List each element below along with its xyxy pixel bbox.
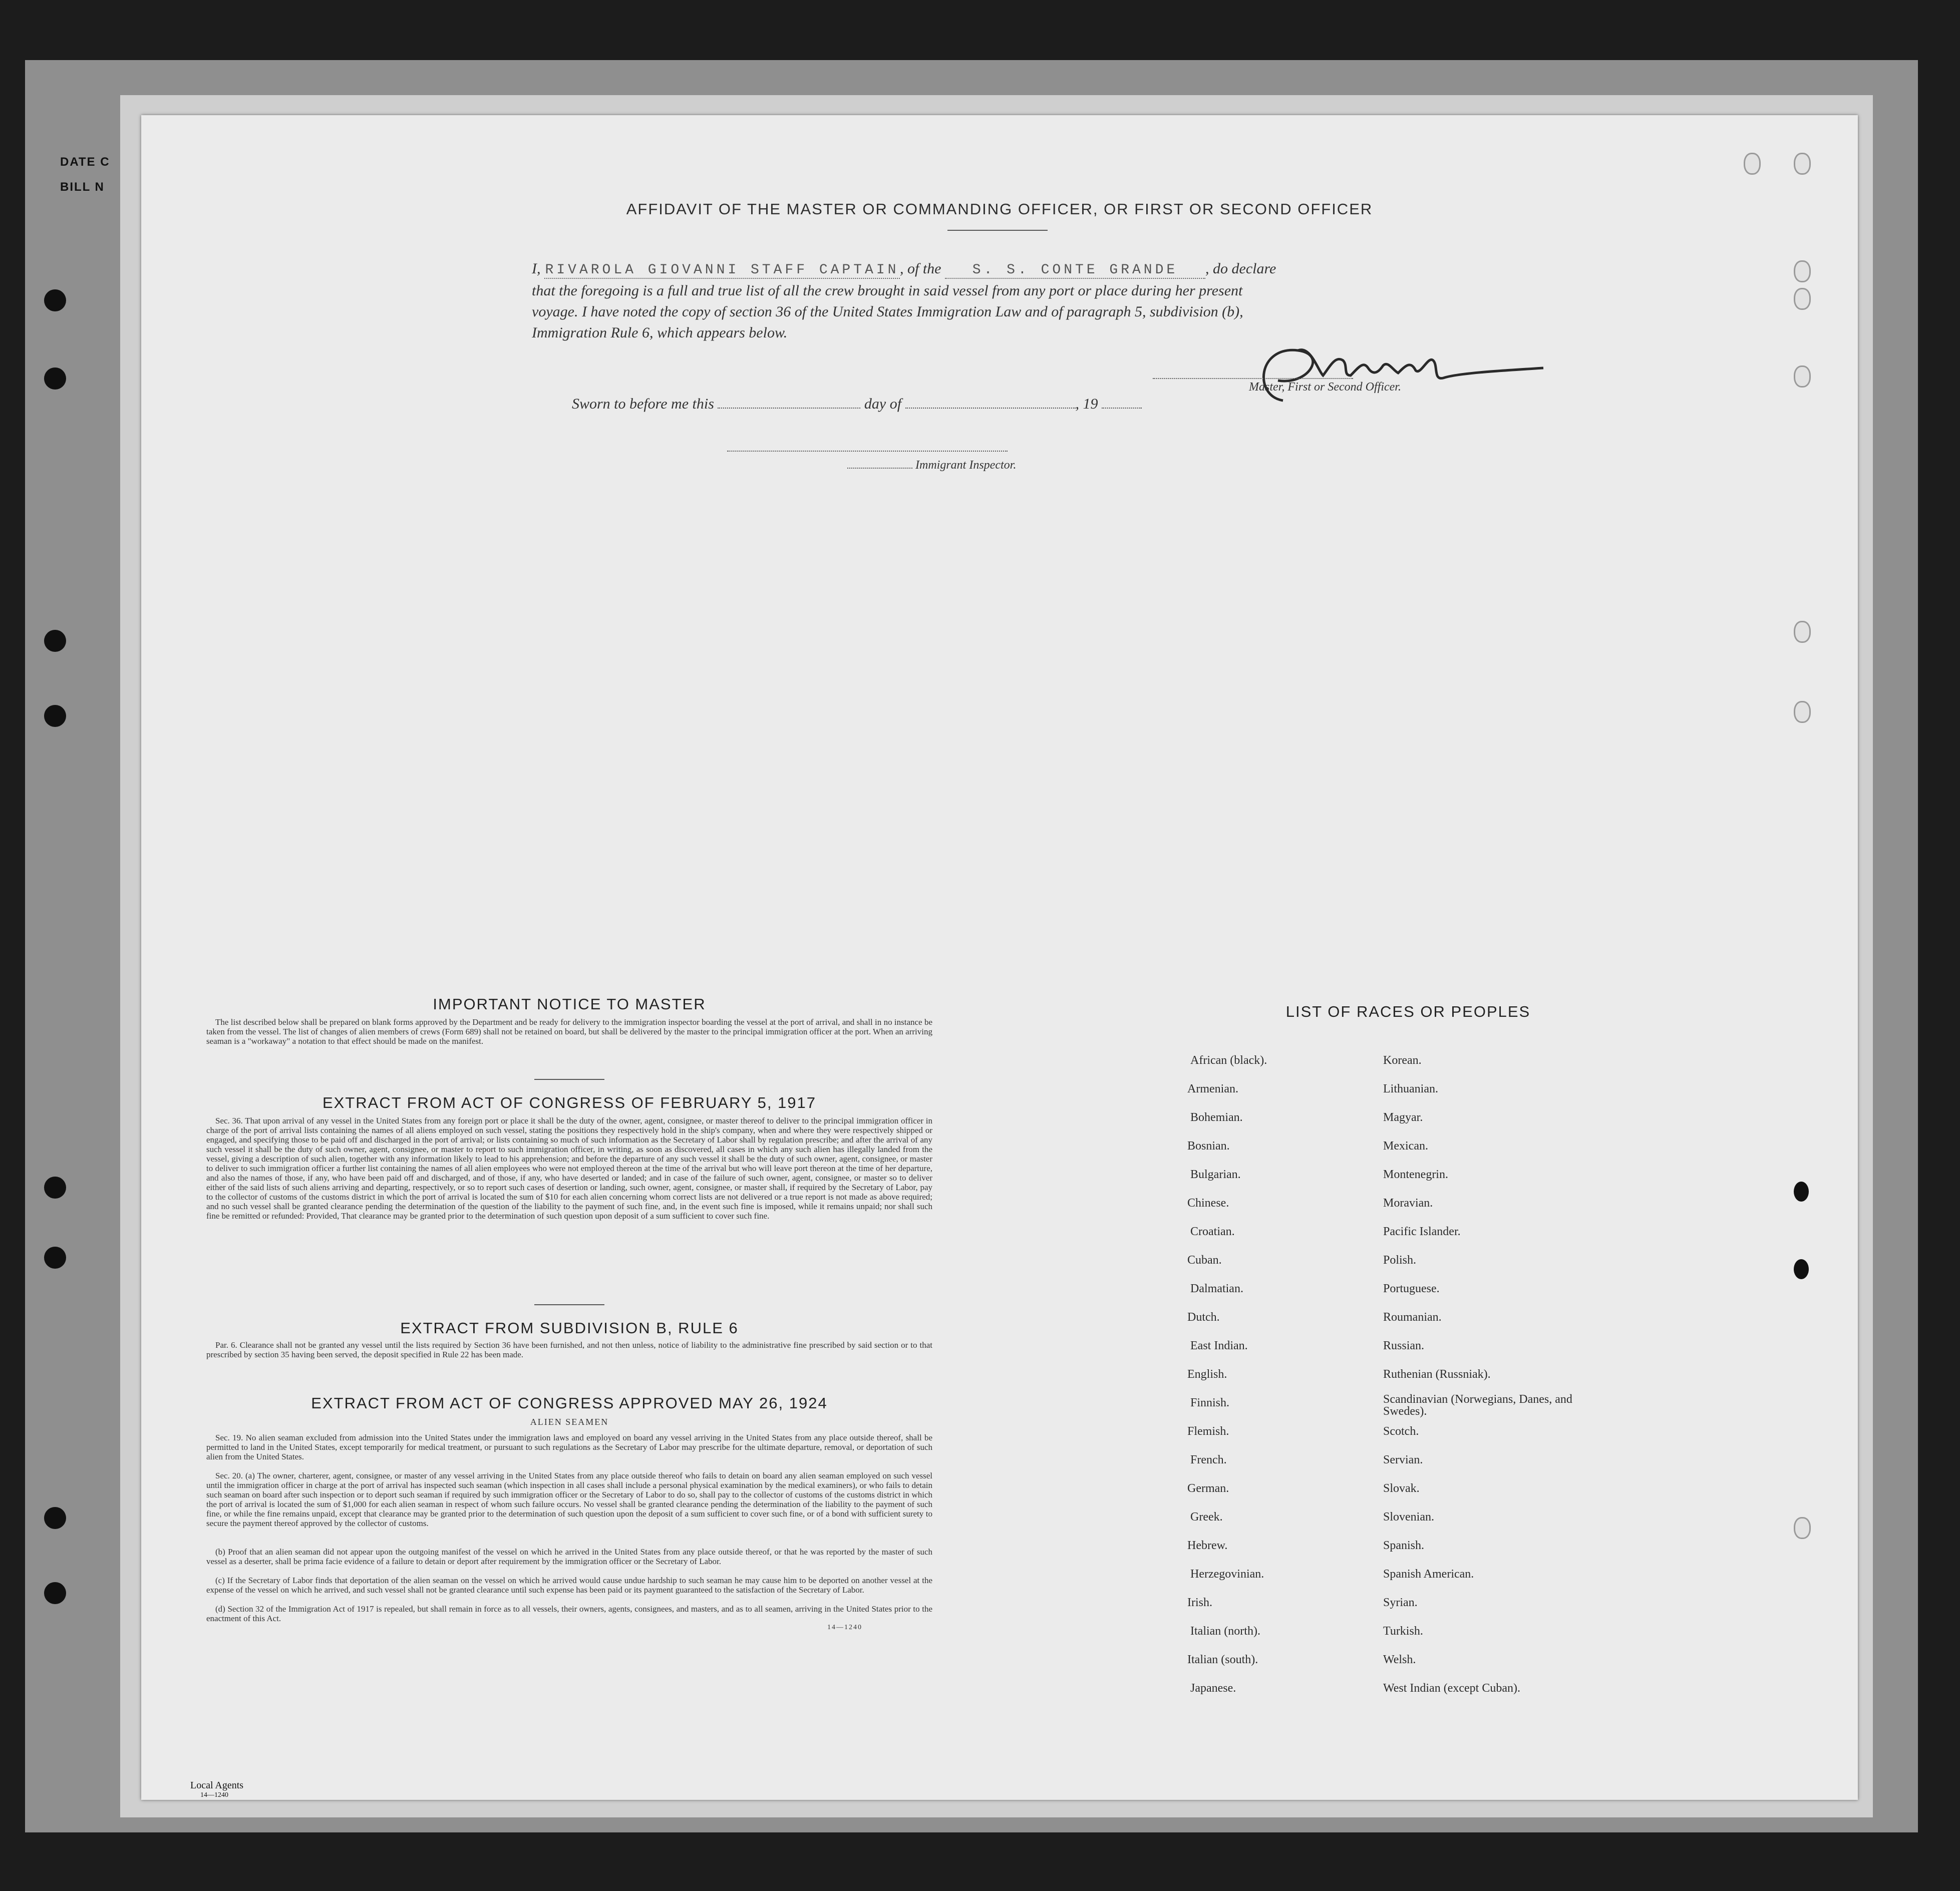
i-prefix: I,	[532, 260, 541, 277]
year-prefix: , 19	[1075, 396, 1098, 412]
race-item: Dutch.	[1187, 1311, 1220, 1324]
race-item: Bosnian.	[1187, 1140, 1230, 1153]
local-agents-label: Local Agents	[190, 1780, 244, 1791]
race-item: Greek.	[1190, 1510, 1223, 1524]
race-item: Turkish.	[1383, 1625, 1423, 1638]
binder-hole-icon	[44, 1247, 66, 1269]
race-item: Scandinavian (Norwegians, Danes, and Swedes).	[1383, 1393, 1572, 1418]
race-item: Bulgarian.	[1190, 1168, 1241, 1181]
punch-hole-icon	[1794, 621, 1811, 643]
edge-bill-label: BILL N	[60, 180, 105, 194]
race-item: Korean.	[1383, 1054, 1422, 1067]
race-item: Hebrew.	[1187, 1539, 1228, 1552]
sworn-month-field	[905, 404, 1076, 409]
race-item: Slovak.	[1383, 1482, 1420, 1495]
notice-text: The list described below shall be prepared on blank forms approved by the Department and be ready for delivery to the immigration inspector boarding the vessel at the port of arrival, and shall in no instance be taken from the vessel. The list of changes of alien members of crews (Form 689) shall not be retained on board, but shall be delivered by the master to the principal immigration officer at the port. When an arriving seaman is a "workaway" a notation to that effect should be made on the manifest.	[206, 1017, 932, 1046]
alien-seamen-subtitle: ALIEN SEAMEN	[530, 1417, 609, 1427]
race-item: Scotch.	[1383, 1425, 1419, 1438]
binder-hole-icon	[44, 1507, 66, 1529]
race-item: Polish.	[1383, 1254, 1417, 1267]
race-item: West Indian (except Cuban).	[1383, 1682, 1520, 1695]
race-item: Japanese.	[1190, 1682, 1236, 1695]
notice-title: IMPORTANT NOTICE TO MASTER	[433, 995, 706, 1013]
race-item: Syrian.	[1383, 1596, 1418, 1609]
affidavit-page	[141, 115, 1858, 1800]
race-item: African (black).	[1190, 1054, 1267, 1067]
day-of: day of	[864, 396, 902, 412]
notice-divider	[534, 1079, 604, 1080]
binder-hole-icon	[44, 367, 66, 390]
extract-1924-p1: Sec. 19. No alien seaman excluded from admission into the United States under the immigration laws and employed on board any vessel arriving in the United States from any place outside thereof, shall be permitted to land in the United States, except temporarily for medical treatment, or pursuant to such regulations as the Secretary of Labor may prescribe for the ultimate departure, removal, or deportation of such alien from the United States.	[206, 1433, 932, 1461]
race-item: Irish.	[1187, 1596, 1212, 1609]
race-item: Portuguese.	[1383, 1282, 1440, 1295]
race-item: Moravian.	[1383, 1197, 1433, 1210]
sworn-day-field	[718, 404, 860, 409]
declaration-line-2: that the foregoing is a full and true list of all the crew brought in said vessel from any port or place during her present	[532, 282, 1243, 299]
officer-name: RIVAROLA GIOVANNI STAFF CAPTAIN	[545, 262, 899, 278]
rule-6-title: EXTRACT FROM SUBDIVISION B, RULE 6	[400, 1319, 739, 1337]
binder-hole-icon	[44, 289, 66, 311]
race-item: Chinese.	[1187, 1197, 1229, 1210]
race-item: Spanish.	[1383, 1539, 1425, 1552]
sworn-line	[572, 396, 1142, 413]
binder-hole-icon	[44, 1177, 66, 1199]
punch-hole-icon	[1794, 1182, 1809, 1202]
race-item: Bohemian.	[1190, 1111, 1243, 1124]
race-item: Herzegovinian.	[1190, 1568, 1264, 1581]
race-item: Roumanian.	[1383, 1311, 1442, 1324]
punch-hole-icon	[1794, 365, 1811, 388]
extract-1924-p3: (b) Proof that an alien seaman did not appear upon the outgoing manifest of the vessel on which he arrived in the United States from any place outside thereof, or that he was reported by the master of such vessel as a deserter, shall be prima facie evidence of a failure to detain or deport after requirement by the immigration officer or the Secretary of Labor.	[206, 1547, 932, 1566]
form-number: 14—1240	[827, 1624, 862, 1631]
race-item: Magyar.	[1383, 1111, 1423, 1124]
race-item: Mexican.	[1383, 1140, 1428, 1153]
extract-1917-divider	[534, 1304, 604, 1305]
punch-hole-icon	[1794, 701, 1811, 723]
punch-hole-icon	[1794, 153, 1811, 175]
of-the: , of the	[900, 260, 941, 277]
binder-hole-icon	[44, 1582, 66, 1604]
race-item: East Indian.	[1190, 1339, 1248, 1352]
punch-hole-icon	[1744, 153, 1761, 175]
declaration-line-4: Immigration Rule 6, which appears below.	[532, 324, 788, 341]
race-item: German.	[1187, 1482, 1229, 1495]
races-title: LIST OF RACES OR PEOPLES	[1285, 1003, 1531, 1020]
race-item: Finnish.	[1190, 1396, 1230, 1409]
edge-form-number: 14—1240	[200, 1791, 228, 1799]
edge-date-label: DATE C	[60, 155, 110, 169]
race-item: Lithuanian.	[1383, 1082, 1438, 1095]
race-item: Welsh.	[1383, 1653, 1416, 1666]
race-item: Servian.	[1383, 1453, 1423, 1466]
race-item: Montenegrin.	[1383, 1168, 1448, 1181]
signature-line	[1153, 378, 1353, 379]
race-item: Italian (north).	[1190, 1625, 1260, 1638]
sworn-prefix: Sworn to before me this	[572, 396, 714, 412]
race-item: Slovenian.	[1383, 1510, 1434, 1524]
race-item: Italian (south).	[1187, 1653, 1258, 1666]
extract-1924-p2: Sec. 20. (a) The owner, charterer, agent, consignee, or master of any vessel arriving in the United States from any place outside thereof who fails to detain on board any alien seaman employed on such vessel until the immigration officer in charge at the port of arrival has inspected such seaman (which inspection in all cases shall include a personal physical examination by the medical examiners), or who fails to detain such seaman on board after such inspection or to deport such seaman if required by such immigration officer or the Secretary of Labor to do so, shall pay to the collector of customs of the customs district in which the port of arrival is located the sum of $1,000 for each alien seaman in respect of whom such failure occurs. No vessel shall be granted clearance pending the determination of the liability to the payment of such fine, or while the fine remains unpaid, except that clearance may be granted prior to the determination of such question upon the deposit of a sum sufficient to cover such fine, or of a bond with sufficient surety to secure the payment thereof approved by the collector of customs.	[206, 1471, 932, 1528]
race-item: Dalmatian.	[1190, 1282, 1243, 1295]
inspector-dots	[847, 465, 912, 469]
race-item: Cuban.	[1187, 1254, 1222, 1267]
inspector-signature-line	[727, 451, 1008, 452]
vessel-name: S. S. CONTE GRANDE	[945, 262, 1205, 279]
title-rule	[947, 230, 1048, 231]
race-item: Spanish American.	[1383, 1568, 1474, 1581]
punch-hole-icon	[1794, 1517, 1811, 1539]
declaration-line-1	[532, 260, 1276, 279]
inspector-label	[847, 459, 1016, 472]
race-item: Croatian.	[1190, 1225, 1235, 1238]
rule-6-text: Par. 6. Clearance shall not be granted any vessel until the lists required by Section 36 have been furnished, and not then unless, notice of liability to the administrative fine prescribed by said section or to that prescribed by section 35 having been served, the deposit specified in Rule 22 has been made.	[206, 1340, 932, 1359]
extract-1917-title: EXTRACT FROM ACT OF CONGRESS OF FEBRUARY 5, 1917	[322, 1094, 817, 1111]
binder-hole-icon	[44, 630, 66, 652]
affidavit-title: AFFIDAVIT OF THE MASTER OR COMMANDING OFFICER, OR FIRST OR SECOND OFFICER	[626, 200, 1373, 218]
punch-hole-icon	[1794, 260, 1811, 282]
race-item: Ruthenian (Russniak).	[1383, 1368, 1491, 1381]
extract-1924-title: EXTRACT FROM ACT OF CONGRESS APPROVED MAY 26, 1924	[311, 1394, 828, 1412]
signature-label: Master, First or Second Officer.	[1249, 381, 1401, 394]
handwritten-signature	[1223, 325, 1553, 411]
do-declare: , do declare	[1205, 260, 1276, 277]
race-item: Pacific Islander.	[1383, 1225, 1461, 1238]
extract-1917-text: Sec. 36. That upon arrival of any vessel in the United States from any foreign port or place it shall be the duty of the owner, agent, consignee, or master thereof to deliver to the principal immigration officer in charge of the port of arrival lists containing the names of all aliens employed on such vessel, stating the positions they respectively hold in the ship's company, when and where they were respectively shipped or engaged, and specifying those to be paid off and discharged in the port of arrival; or lists containing so much of such information as the Secretary of Labor shall by regulation prescribe; and after the arrival of any such vessel it shall be the duty of such owner, agent, consignee, or master to report to such immigration officer, in writing, as soon as discovered, all cases in which any such alien has illegally landed from the vessel, giving a description of such alien, together with any information likely to lead to his apprehension; and before the departure of any such vessel it shall be the duty of such owner, agent, consignee, or master to deliver to such immigration officer a further list containing the names of all alien employees who were not employed thereon at the time of the arrival but who will leave port thereon at the time of her departure, and also the names of those, if any, who have been paid off and discharged, and of those, if any, who have deserted or landed; and in case of the failure of such owner, agent, consignee, or master so to deliver either of the said lists of such aliens arriving and departing, respectively, or so to report such cases of desertion or landing, such owner, agent, consignee, or master shall, if required by the Secretary of Labor, pay to the collector of customs of the customs district in which the port of arrival is located the sum of $10 for each alien concerning whom correct lists are not delivered or a true report is not made as above required; and no such vessel shall be granted clearance pending the determination of the question of the liability to the payment of such fine, and, in the event such fine is imposed, while it remains unpaid; nor shall such fine be remitted or refunded: Provided, That clearance may be granted prior to the determination of such question upon deposit of a sum sufficient to cover such fine.	[206, 1116, 932, 1221]
punch-hole-icon	[1794, 1259, 1809, 1279]
sworn-year-field	[1102, 404, 1142, 409]
inspector-label-text: Immigrant Inspector.	[915, 459, 1017, 472]
extract-1924-p4: (c) If the Secretary of Labor finds that deportation of the alien seaman on the vessel on which he arrived would cause undue hardship to such seaman he may cause him to be deported on another vessel at the expense of the vessel on which he arrived, and such vessel shall not be granted clearance until such expense has been paid or its payment guaranteed to the satisfaction of the Secretary of Labor.	[206, 1576, 932, 1595]
race-item: English.	[1187, 1368, 1227, 1381]
punch-hole-icon	[1794, 288, 1811, 310]
race-item: Flemish.	[1187, 1425, 1229, 1438]
race-item: Armenian.	[1187, 1082, 1238, 1095]
race-item: Russian.	[1383, 1339, 1425, 1352]
binder-hole-icon	[44, 705, 66, 727]
declaration-line-3: voyage. I have noted the copy of section 36 of the United States Immigration Law and of paragraph 5, subdivision (b),	[532, 303, 1243, 320]
race-item: French.	[1190, 1453, 1227, 1466]
extract-1924-p5: (d) Section 32 of the Immigration Act of 1917 is repealed, but shall remain in force as to all vessels, their owners, agents, consignees, and masters, and as to all seamen, arriving in the United States prior to the enactment of this Act.	[206, 1604, 932, 1623]
